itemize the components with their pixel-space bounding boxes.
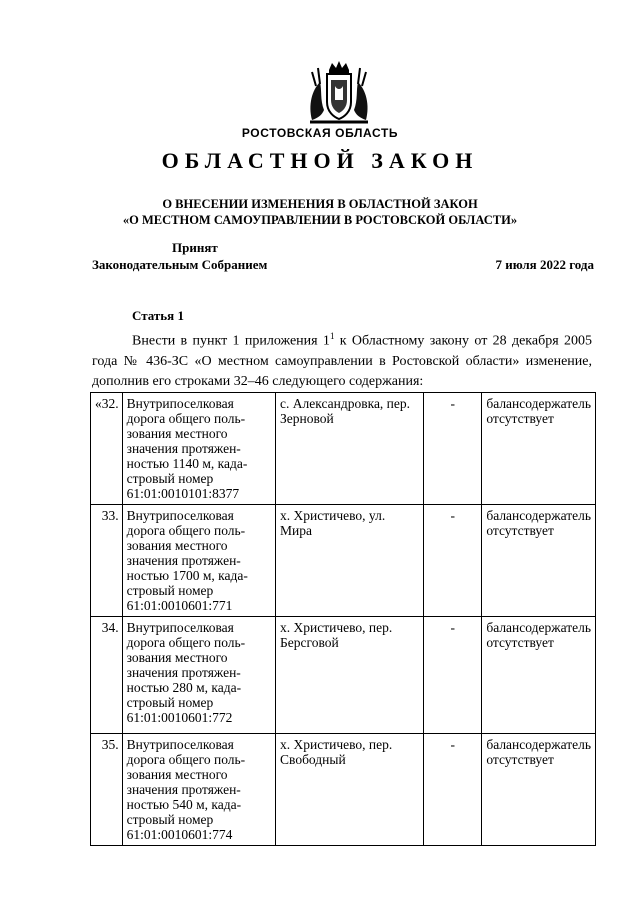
road-description: Внутрипоселковая дорога общего поль-зования местного значения протяжен-ностью 1700 м, када-стровый номер 61:01:0010601:771: [122, 505, 275, 617]
row-number: «32.: [91, 393, 123, 505]
road-location: х. Христичево, пер. Свободный: [276, 734, 424, 846]
road-description: Внутрипоселковая дорога общего поль-зования местного значения протяжен-ностью 540 м, када-стровый номер 61:01:0010601:774: [122, 734, 275, 846]
roads-table: [90, 392, 596, 846]
article-body: [92, 326, 592, 392]
document-subtitle: [0, 196, 640, 228]
article-superscript: 1: [329, 331, 335, 341]
empty-value: -: [424, 505, 482, 617]
table-row: [91, 393, 596, 505]
adoption-date: 7 июля 2022 года: [495, 257, 594, 272]
article-heading: Статья 1: [132, 308, 184, 323]
road-description: Внутрипоселковая дорога общего поль-зования местного значения протяжен-ностью 280 м, када-стровый номер 61:01:0010601:772: [122, 617, 275, 734]
article-text-start: Внести в пункт 1 приложения 1: [132, 333, 330, 349]
table-row: [91, 505, 596, 617]
road-location: с. Александровка, пер. Зерновой: [276, 393, 424, 505]
road-owner: балансодержатель отсутствует: [482, 393, 596, 505]
row-number: 34.: [91, 617, 123, 734]
subtitle-line-1: О ВНЕСЕНИИ ИЗМЕНЕНИЯ В ОБЛАСТНОЙ ЗАКОН: [162, 197, 478, 211]
document-title: ОБЛАСТНОЙ ЗАКОН: [161, 148, 479, 173]
coat-of-arms-icon: [302, 60, 376, 126]
road-description: Внутрипоселковая дорога общего поль-зования местного значения протяжен-ностью 1140 м, када-стровый номер 61:01:0010101:8377: [122, 393, 275, 505]
road-owner: балансодержатель отсутствует: [482, 505, 596, 617]
empty-value: -: [424, 393, 482, 505]
adopted-by: Законодательным Собранием: [92, 257, 268, 272]
empty-value: -: [424, 617, 482, 734]
adopted-label: Принят: [172, 240, 218, 255]
table-row: [91, 734, 596, 846]
row-number: 33.: [91, 505, 123, 617]
road-owner: балансодержатель отсутствует: [482, 617, 596, 734]
road-location: х. Христичево, пер. Берсговой: [276, 617, 424, 734]
road-location: х. Христичево, ул. Мира: [276, 505, 424, 617]
road-owner: балансодержатель отсутствует: [482, 734, 596, 846]
empty-value: -: [424, 734, 482, 846]
table-row: [91, 617, 596, 734]
region-name: РОСТОВСКАЯ ОБЛАСТЬ: [241, 126, 399, 140]
row-number: 35.: [91, 734, 123, 846]
article-text-end: к Областному закону от 28 декабря 2005 года № 436-ЗС «О местном самоуправлении в Ростовской области» изменение, дополнив его строками 32–46 следующего содержания:: [92, 333, 592, 389]
subtitle-line-2: «О МЕСТНОМ САМОУПРАВЛЕНИИ В РОСТОВСКОЙ ОБЛАСТИ»: [122, 213, 518, 227]
